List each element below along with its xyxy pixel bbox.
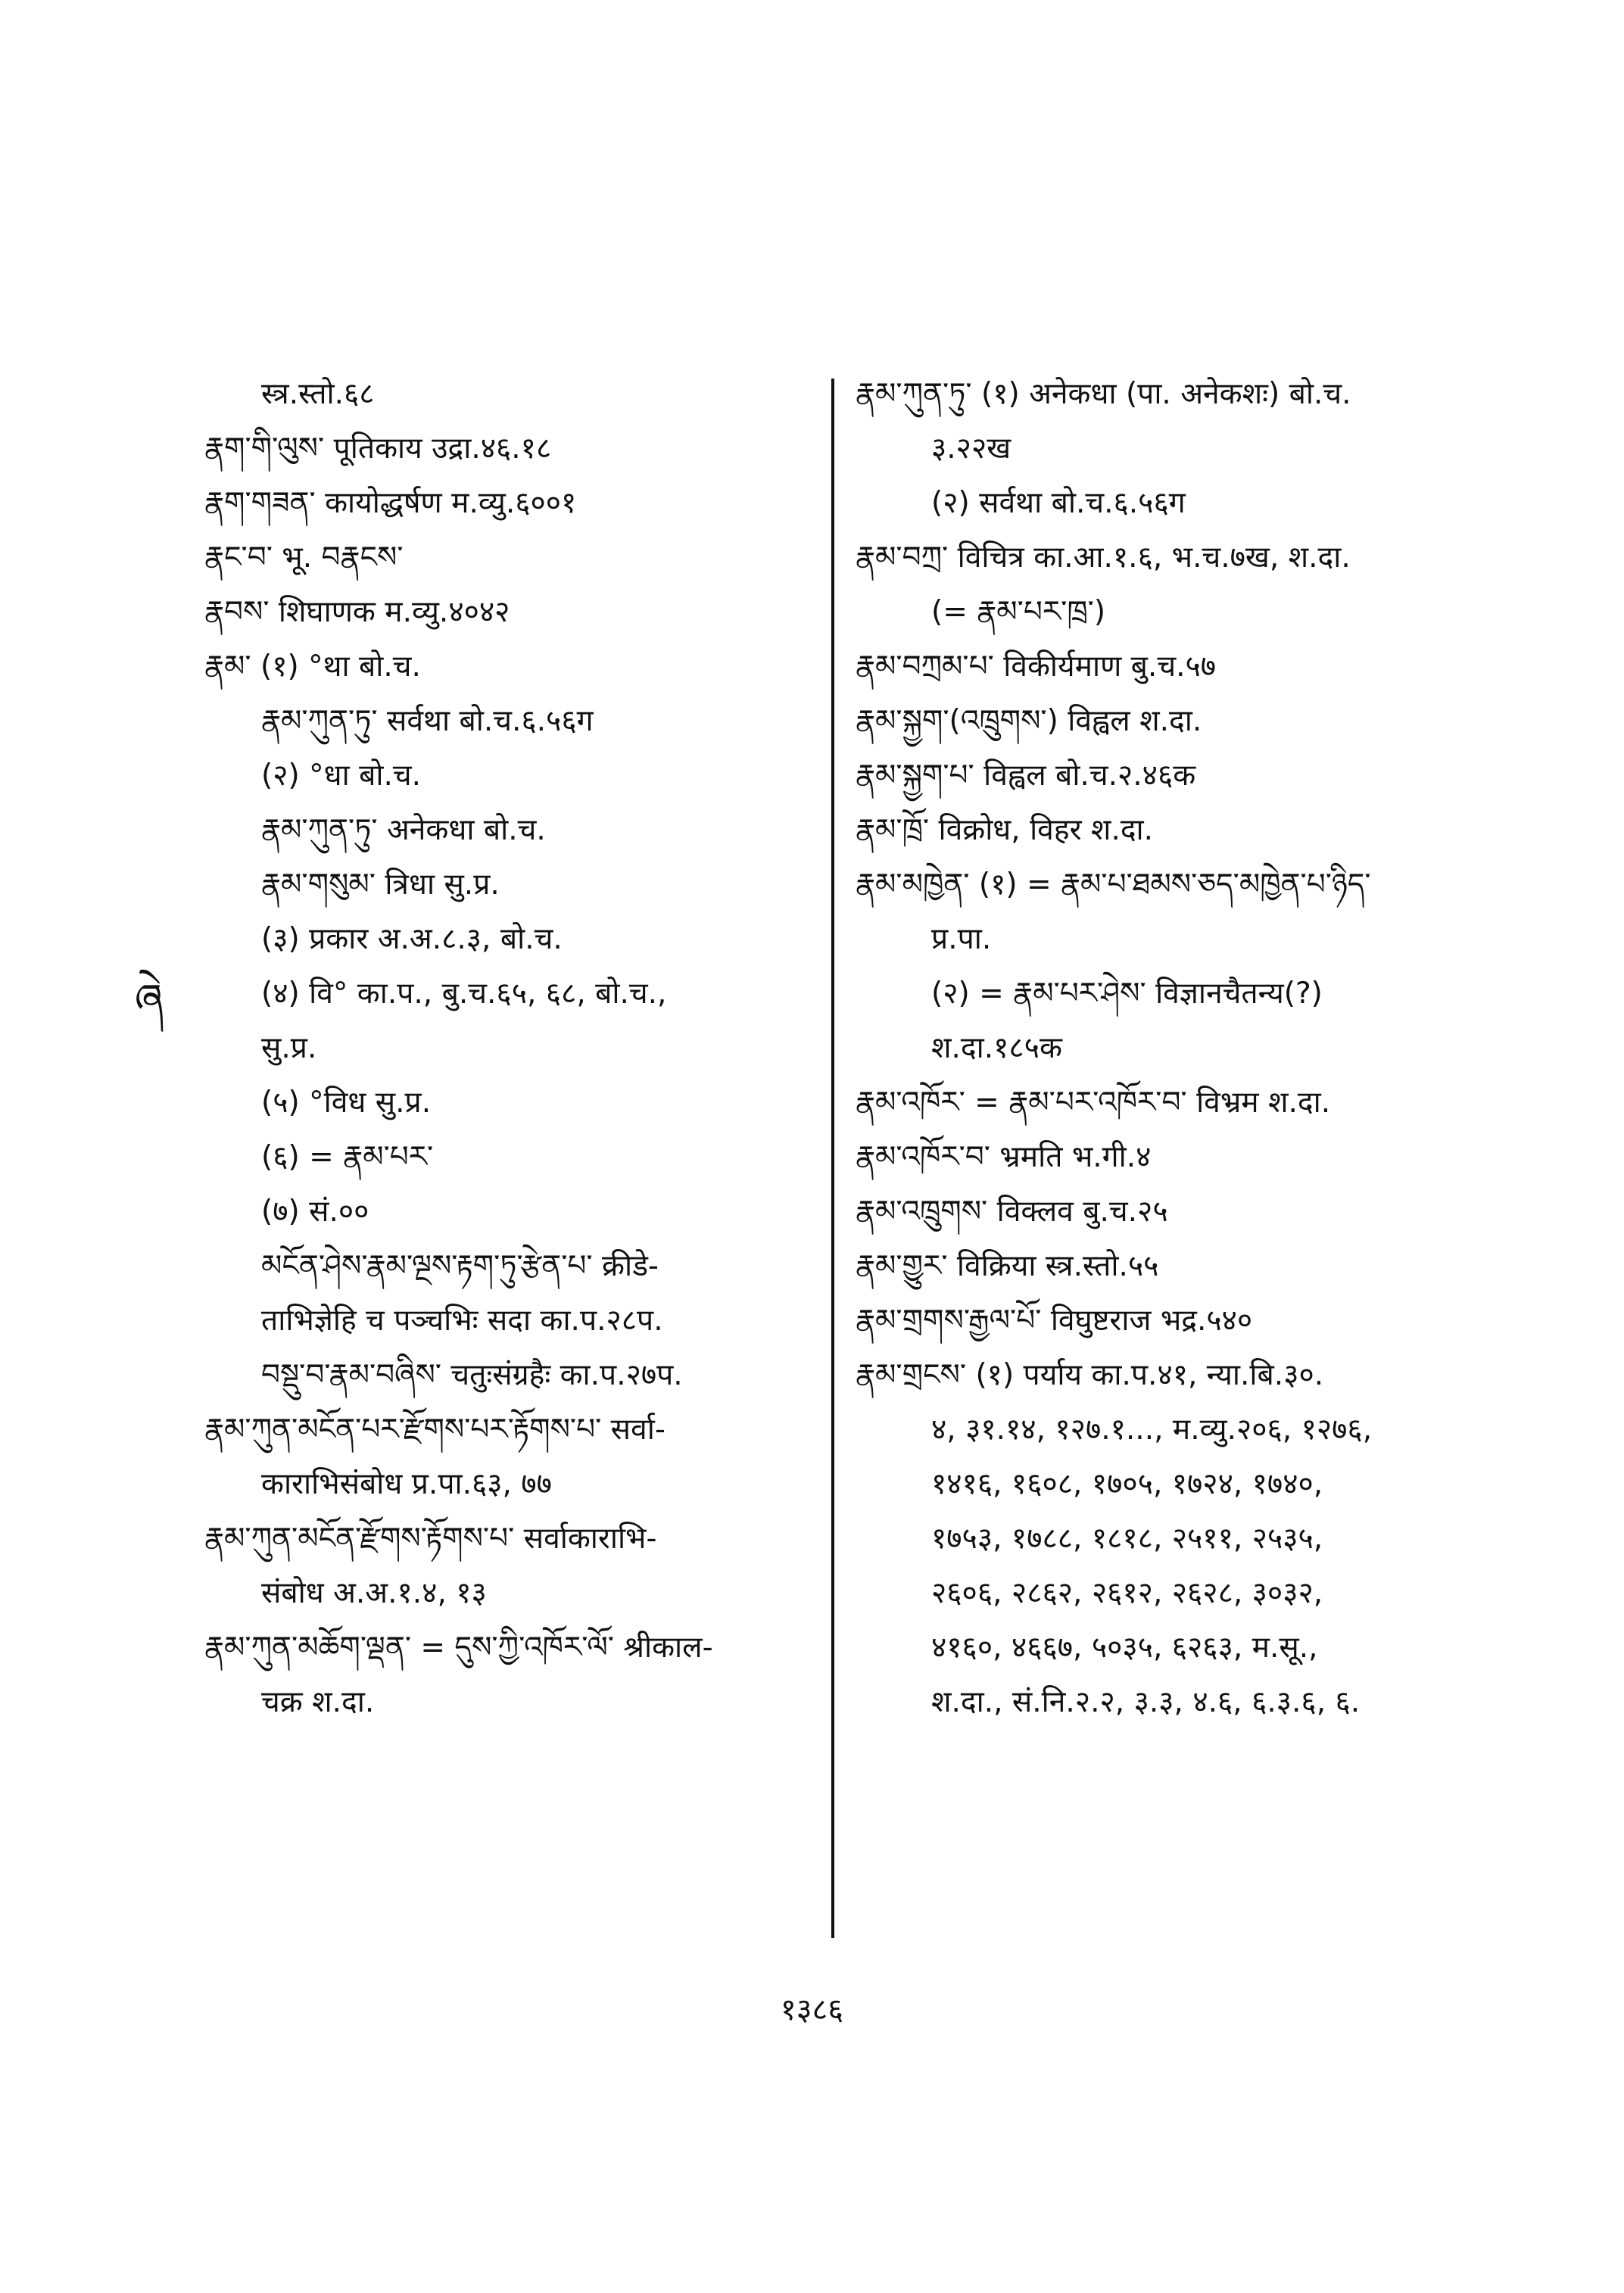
entry-line: २६०६, २८६२, २६१२, २६२८, ३०३२, — [931, 1576, 1323, 1610]
entry-line: स्त्र.स्तो.६८ — [261, 377, 375, 411]
entry-line: རྣམ་ཀུན་ཏུ་ अनेकधा बो.च. — [261, 813, 546, 847]
entry-line: རྣམ་ཀུན་ཏུ་ (१) अनेकधा (पा. अनेकशः) बो.च. — [856, 377, 1351, 411]
entry-line: རྣམ་ཀུན་མངོན་པར་རྫོགས་པར་རྟོགས་པ་ सर्वा- — [204, 1413, 665, 1447]
entry-line: (२) °धा बो.च. — [261, 759, 422, 793]
entry-line: श.दा., सं.नि.२.२, ३.३, ४.६, ६.३.६, ६. — [931, 1685, 1361, 1719]
entry-line: (६) = རྣམ་པར་ — [261, 1140, 434, 1174]
right-column — [856, 367, 1461, 1730]
entry-line: རྣམ་གསུམ་ त्रिधा सु.प्र. — [261, 868, 500, 902]
entry-line: རྣང་བ་ भू. བརྣངས་ — [204, 541, 404, 575]
entry-line: རྣམ་སྐྱག་པ་ विह्वल बो.च.२.४६क — [856, 759, 1196, 793]
left-column — [204, 367, 810, 1730]
entry-line: རྣམ་སྐྱག་(འཁྲུགས་) विह्वल श.दा. — [856, 704, 1202, 738]
entry-line: ३.२२ख — [931, 431, 1011, 466]
entry-line: རྣམ་འཁྲུགས་ विक्लव बु.च.२५ — [856, 1195, 1168, 1229]
entry-line: རྣག་གཟན་ कायोद्धर्षण म.व्यु.६००१ — [204, 486, 577, 520]
entry-line: མངོན་ཤེས་རྣམ་ལྔས་རྟག་ཏུ་རྩེན་པ་ क्रीडे- — [261, 1249, 659, 1283]
entry-line: (४) वि° का.प., बु.च.६५, ६८, बो.च., — [261, 977, 667, 1011]
entry-line: རྣམ་འཁོར་ = རྣམ་པར་འཁོར་བ་ विभ्रम श.दा. — [856, 1086, 1331, 1120]
margin-mark: ཞེ — [135, 975, 164, 1023]
entry-line: प्र.पा. — [931, 922, 992, 956]
entry-line: (= རྣམ་པར་ཁྲ་) — [931, 595, 1106, 629]
entry-line: ४१६०, ४६६७, ५०३५, ६२६३, म.सू., — [931, 1631, 1318, 1665]
entry-line: རྣམ་གྲངས་ (१) पर्याय का.प.४१, न्या.बि.३०. — [856, 1358, 1324, 1392]
entry-line: ताभिज्ञेहि च पञ्चभिः सदा का.प.२८प. — [261, 1304, 663, 1338]
entry-line: བསྡུ་བ་རྣམ་བཞིས་ चतुःसंग्रहैः का.प.२७प. — [261, 1358, 683, 1392]
entry-line: རྣམ་ཀུན་མངོན་རྫོགས་རྟོགས་པ་ सर्वाकाराभि- — [204, 1522, 657, 1556]
entry-line: རྣམ་འཁོར་བ་ भ्रमति भ.गी.४ — [856, 1140, 1152, 1174]
entry-line: རྣམ་མཁྱེན་ (१) = རྣམ་པ་ཐམས་ཅད་མཁྱེན་པ་ཉིད་ — [856, 868, 1371, 902]
entry-line: (५) °विध सु.प्र. — [261, 1086, 432, 1120]
entry-line: རྣམ་བཀྲམ་པ་ विकीर्यमाण बु.च.५७ — [856, 650, 1217, 684]
entry-line: सु.प्र. — [261, 1031, 317, 1065]
entry-line: १७५३, १७८८, १८१८, २५११, २५३५, — [931, 1522, 1323, 1556]
entry-line: १४१६, १६०८, १७०५, १७२४, १७४०, — [931, 1467, 1323, 1501]
entry-line: རྣམ་ (१) °था बो.च. — [204, 650, 421, 684]
entry-line: चक्र श.दा. — [261, 1685, 375, 1719]
page-number: १३८६ — [780, 1992, 844, 2027]
entry-line: श.दा.१८५क — [931, 1031, 1062, 1065]
entry-line: (२) सर्वथा बो.च.६.५६ग — [931, 486, 1186, 520]
entry-line: རྣམ་ཁྲོ་ विक्रोध, विहर श.दा. — [856, 813, 1154, 847]
entry-line: རྣམ་ཀུན་མཆོག་ལྡན་ = དུས་ཀྱི་འཁོར་ལོ་ श्रीकाल- — [204, 1631, 713, 1665]
entry-line: ४, ३१.१४, १२७.१..., म.व्यु.२०६, १२७६, — [931, 1413, 1373, 1447]
entry-line: རྣམ་བཀྲ་ विचित्र का.आ.१.६, भ.च.७ख, श.दा. — [856, 541, 1351, 575]
column-divider — [831, 379, 834, 1938]
entry-line: (३) प्रकार अ.अ.८.३, बो.च. — [261, 922, 563, 956]
entry-line: (२) = རྣམ་པར་ཤེས་ विज्ञानचैतन्य(?) — [931, 977, 1323, 1011]
entry-line: རྣམ་གྱུར་ विक्रिया स्त्र.स्तो.५५ — [856, 1249, 1159, 1283]
entry-line: རྣབས་ शिघाणक म.व्यु.४०४२ — [204, 595, 510, 629]
entry-line: संबोध अ.अ.१.४, १३ — [261, 1576, 487, 1610]
entry-line: རྣག་གི་ལུས་ पूतिकाय उद्रा.४६.१८ — [204, 431, 552, 466]
entry-line: རྣམ་ཀུན་ཏུ་ सर्वथा बो.च.६.५६ग — [261, 704, 594, 738]
entry-line: काराभिसंबोध प्र.पा.६३, ७७ — [261, 1467, 552, 1501]
entry-line: རྣམ་གྲགས་རྒྱལ་པོ་ विघुष्टराज भद्र.५४० — [856, 1304, 1253, 1338]
entry-line: (७) सं.०० — [261, 1195, 369, 1229]
